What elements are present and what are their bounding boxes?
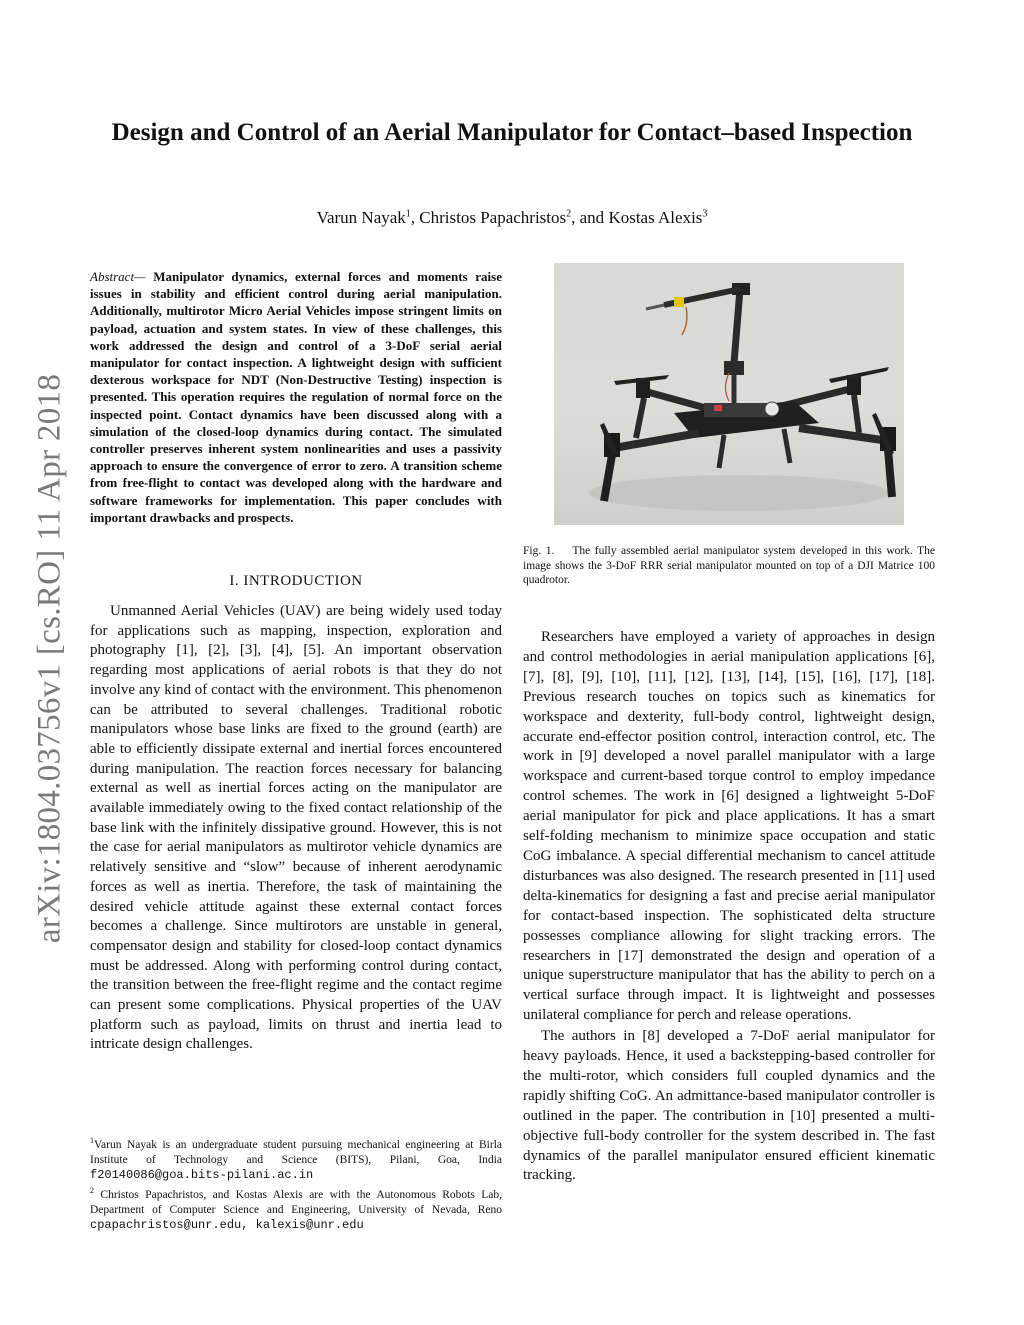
introduction-body: Unmanned Aerial Vehicles (UAV) are being widely used today for applications such as mapping, inspection, exploration and photography [1], [2], [3], [4], [5]. An important observation regarding most applications of aerial robots is that they do not involve any kind of contact with the environment. This phenomenon can be attributed to several challenges. Traditional robotic manipulators whose base links are fixed to the ground (earth) are able to efficiently dissipate external and inertial forces encountered during manipulation. The reaction forces necessary for balancing external as well as inertial forces acting on the manipulator are available immediately owing to the fixed contact relationship of the base link with the infinitely dissipative ground. However, this is not the case for aerial manipulators as multirotor vehicle dynamics are relatively sensitive and “slow” because of inherent aerodynamic forces as well as inertia. Therefore, the task of maintaining the desired vehicle attitude against these external contact forces becomes a challenge. Since multirotors are unstable in general, compensator design and stability for closed-loop contact dynamics must be addressed. Along with performing control during contact, the transition between the free-flight regime and the contact regime can present some complications. Physical properties of the UAV platform such as payload, limits on thrust and inertia lead to intricate design challenges. bbox=[90, 603, 502, 1053]
manipulator-joint-1 bbox=[724, 361, 744, 375]
section-heading-introduction: I. INTRODUCTION bbox=[229, 573, 363, 589]
leg-rear-right bbox=[854, 395, 859, 433]
author-1: Varun Nayak bbox=[316, 208, 406, 227]
end-effector bbox=[646, 305, 664, 309]
author-1-affil: 1 bbox=[405, 208, 411, 220]
footnote-1-mark: 1 bbox=[90, 1136, 94, 1145]
wire bbox=[682, 307, 687, 335]
aerial-manipulator-illustration bbox=[554, 263, 904, 525]
footnote-2-mark: 2 bbox=[90, 1185, 94, 1195]
leg-front-right bbox=[888, 449, 892, 497]
figure-1-caption-text: The fully assembled aerial manipulator system developed in this work. The image shows the 3-DoF RRR serial manipulator mounted on top of a DJI Matrice 100 quadrotor. bbox=[523, 545, 936, 586]
leg-center-left bbox=[719, 435, 724, 468]
footnote-1-email: f20140086@goa.bits-pilani.ac.in bbox=[90, 1167, 314, 1182]
author-separator: , and bbox=[571, 208, 609, 227]
figure-1-photo bbox=[554, 263, 904, 525]
author-3-affil: 3 bbox=[702, 208, 708, 220]
arm-front-right bbox=[799, 428, 889, 441]
arm-front-left bbox=[614, 433, 699, 448]
footnote-2 bbox=[90, 1183, 502, 1233]
footnotes bbox=[90, 1133, 502, 1233]
arxiv-stamp bbox=[30, 350, 70, 970]
leg-center-right bbox=[784, 429, 790, 463]
author-list bbox=[110, 208, 914, 228]
author-separator: , bbox=[410, 208, 420, 227]
author-3: Kostas Alexis bbox=[608, 208, 703, 227]
figure-1-label: Fig. 1. bbox=[523, 545, 555, 557]
figure-1-caption bbox=[523, 544, 935, 588]
abstract bbox=[90, 268, 502, 526]
paragraph-related-work-1: Researchers have employed a variety of approaches in design and control methodologies in aerial manipulation applications [6], [7], [8], [9], [10], [11], [12], [13], [14], [15], [16], [17], [18]. Previous research touches on topics such as kinematics for workspace and dexterity, full-body control, lightweight design, accurate end-effector position control, interaction control, etc. The work in [9] developed a novel parallel manipulator with a large workspace and current-based torque control to employ impedance control schemes. The work in [6] designed a lightweight 5-DoF aerial manipulator for pick and place applications. It has a smart self-folding mechanism to minimize space occupation and static CoG imbalance. A special differential mechanism to cancel attitude disturbances was also designed. The research presented in [11] used delta-kinematics for designing a fast and precise aerial manipulator for contact-based inspection. The sophisticated delta structure possesses compliance allowing for slight tracking errors. The researchers in [17] demonstrated the design and operation of a unique superstructure manipulator that has the ability to perch on a vertical surface through impact. It is lightweight and possesses unilateral compliance for perch and release operations. bbox=[523, 629, 935, 1024]
abstract-label: Abstract— bbox=[90, 269, 146, 284]
footnote-1 bbox=[90, 1133, 502, 1183]
paragraph-related-work-2: The authors in [8] developed a 7-DoF aerial manipulator for heavy payloads. Hence, it used a backstepping-based controller for the multi-rotor, which considers full coupled dynamics and the rapidly shifting CoG. An admittance-based manipulator controller is outlined in the paper. The contribution in [10] presented a multi-objective full-body controller for the system described in. The fast dynamics of the parallel manipulator ensured efficient kinematic tracking. bbox=[523, 1028, 935, 1184]
red-component bbox=[714, 405, 722, 411]
manipulator-link-2 bbox=[734, 289, 740, 363]
leg-rear-left bbox=[636, 398, 644, 438]
right-column-body bbox=[523, 628, 935, 1186]
arxiv-id-text: arXiv:1804.03756v1 [cs.RO] 11 Apr 2018 bbox=[31, 373, 68, 944]
wire-red bbox=[726, 373, 730, 401]
paper-title: Design and Control of an Aerial Manipulator for Contact–based Inspection bbox=[111, 119, 913, 146]
author-2-affil: 2 bbox=[566, 208, 572, 220]
footnote-2-text: Christos Papachristos, and Kostas Alexis are with the Autonomous Robots Lab, Department of Computer Science and Engineering, University of Nevada, Reno bbox=[90, 1188, 502, 1216]
yellow-tape bbox=[674, 297, 684, 307]
author-2: Christos Papachristos bbox=[419, 208, 567, 227]
sensor-disk bbox=[765, 402, 779, 416]
abstract-text: Manipulator dynamics, external forces and moments raise issues in stability and efficient control during aerial manipulation. Additionally, multirotor Micro Aerial Vehicles impose stringent limits on payload, actuation and system states. In view of these challenges, this work addressed the design and control of a 3-DoF serial aerial manipulator for contact inspection. A lightweight design with sufficient dexterous workspace for NDT (Non-Destructive Testing) inspection is presented. This operation requires the regulation of normal force on the inspected point. Contact dynamics have been discussed along with a simulation of the closed-loop dynamics during contact. The simulated controller preserves inherent system nonlinearities and uses a passivity approach to ensure the convergence of error to zero. A transition scheme from free-flight to contact was developed along with the hardware and software frameworks for implementation. This paper concludes with important drawbacks and prospects. bbox=[90, 269, 502, 525]
footnote-1-text: Varun Nayak is an undergraduate student pursuing mechanical engineering at Birla Institute of Technology and Science (BITS), Pilani, Goa, India bbox=[90, 1138, 502, 1166]
shadow bbox=[589, 475, 889, 511]
footnote-2-email: cpapachristos@unr.edu, kalexis@unr.edu bbox=[90, 1217, 364, 1232]
